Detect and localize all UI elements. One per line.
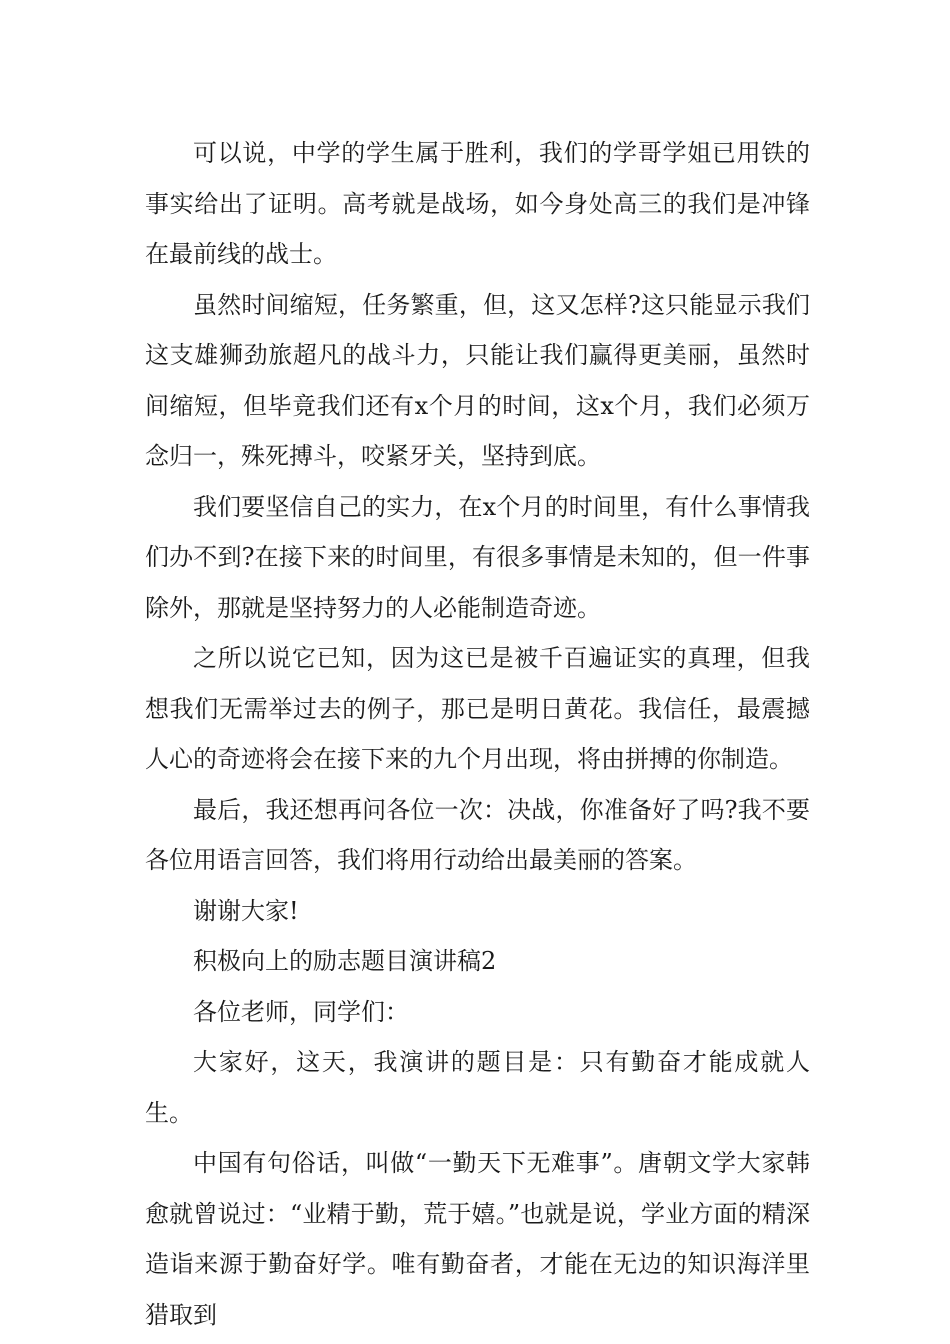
paragraph: 大家好，这天，我演讲的题目是：只有勤奋才能成就人生。 xyxy=(145,1048,810,1127)
section-title: 积极向上的励志题目演讲稿2 xyxy=(193,947,497,975)
paragraph: 之所以说它已知，因为这已是被千百遍证实的真理，但我想我们无需举过去的例子，那已是明日黄花。我信任，最震撼人心的奇迹将会在接下来的九个月出现，将由拼搏的你制造。 xyxy=(145,644,810,773)
closing-line: 谢谢大家! xyxy=(193,896,299,925)
paragraph: 中国有句俗话，叫做“一勤天下无难事”。唐朝文学大家韩愈就曾说过：“业精于勤，荒于嬉。”也就是说，学业方面的精深造诣来源于勤奋好学。唯有勤奋者，才能在无边的知识海洋里猎取到 xyxy=(145,1149,810,1329)
paragraph: 最后，我还想再问各位一次：决战，你准备好了吗?我不要各位用语言回答，我们将用行动给出最美丽的答案。 xyxy=(145,795,810,874)
paragraph: 我们要坚信自己的实力，在x个月的时间里，有什么事情我们办不到?在接下来的时间里，有很多事情是未知的，但一件事除外，那就是坚持努力的人必能制造奇迹。 xyxy=(145,492,810,622)
salutation: 各位老师，同学们： xyxy=(193,997,409,1026)
paragraph: 可以说，中学的学生属于胜利，我们的学哥学姐已用铁的事实给出了证明。高考就是战场，如今身处高三的我们是冲锋在最前线的战士。 xyxy=(145,139,810,268)
document-body xyxy=(145,128,810,1340)
paragraph: 虽然时间缩短，任务繁重，但，这又怎样?这只能显示我们这支雄狮劲旅超凡的战斗力，只能让我们赢得更美丽，虽然时间缩短，但毕竟我们还有x个月的时间，这x个月，我们必须万念归一，殊死搏斗，咬紧牙关，坚持到底。 xyxy=(145,290,810,470)
